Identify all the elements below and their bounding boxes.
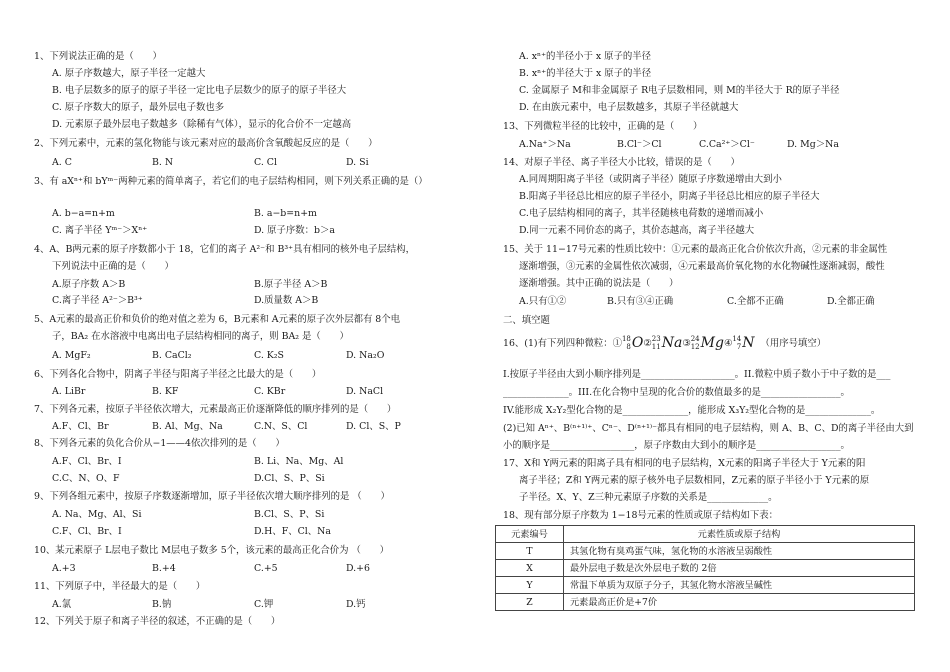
q16-intro: 16、(1)有下列四种微粒：①: [503, 337, 622, 349]
q5-option-d: D. Na₂O: [346, 350, 385, 361]
q9-option-a: A. Na、Mg、Al、Si: [52, 509, 142, 520]
q16-line-5: 小的顺序是__________________，原子序数由大到小的顺序是__________________。: [503, 440, 850, 451]
q5-stem-line2: 子，BA₂ 在水溶液中电离出电子层结构相同的离子，则 BA₂ 是（ ）: [52, 331, 349, 342]
nuclide-na: [652, 335, 683, 351]
q4-options-row1: [52, 278, 327, 291]
q11-option-d: D.钙: [346, 599, 366, 610]
q7-option-d: D. Cl、S、P: [346, 421, 401, 432]
q11-option-b: B.钠: [152, 599, 172, 610]
q17-line-2: 离子半径；Z和 Y两元素的原子核外电子层数相同，Z元素的原子半径小于 Y元素的原: [519, 475, 870, 486]
q8-options-row1: [52, 455, 343, 468]
q2-option-d: D. Si: [346, 157, 369, 168]
q6-option-c: C. KBr: [254, 386, 286, 397]
q14-option-c: C.电子层结构相同的离子，其半径随核电荷数的递增而减小: [519, 208, 764, 219]
q10-stem: 10、某元素原子 L层电子数比 M层电子数多 5个，该元素的最高正化合价为 （ ）: [34, 545, 390, 556]
q14-option-a: A.同周期阳离子半径（或阴离子半径）随原子序数递增由大到小: [519, 174, 782, 185]
section-heading: 二、填空题: [503, 315, 550, 326]
nuclide-o-symbol: O: [631, 334, 644, 351]
q12-option-d: D. 在由族元素中，电子层数越多，其原子半径就越大: [519, 102, 739, 113]
q3-option-d: D. 原子序数：b＞a: [254, 225, 335, 236]
q17-line-3: 子半径。X、Y、Z三种元素原子序数的关系是_____________。: [519, 492, 778, 503]
q10-option-b: B.+4: [152, 563, 176, 574]
q3-option-c: C. 离子半径 Yᵐ⁻＞Xⁿ⁺: [52, 225, 148, 236]
q9-option-b: B.Cl、S、P、Si: [254, 509, 325, 520]
q16-circle-4: ④: [723, 337, 733, 349]
q2-stem: 2、下列元素中，元素的氢化物能与该元素对应的最高价含氧酸起反应的是（ ）: [34, 138, 378, 149]
q6-option-b: B. KF: [152, 386, 179, 397]
q11-option-c: C.钾: [254, 599, 274, 610]
q9-stem: 9、下列各组元素中，按原子序数逐渐增加，原子半径依次增大顺序排列的是 （ ）: [34, 491, 390, 502]
q16-line-3: IV.能形成 X₂Y₂型化合物的是______________，能形成 X₃Y₂型化合物的是______________。: [503, 405, 881, 416]
q14-option-d: D.同一元素不同价态的离子，其价态越高，离子半径越大: [519, 225, 755, 236]
q11-option-a: A.氯: [52, 599, 72, 610]
table-cell-id: Y: [496, 577, 564, 594]
q9-options-row1: [52, 508, 324, 521]
q8-option-b: B. Li、Na、Mg、Al: [254, 456, 344, 467]
q13-options: [519, 138, 839, 151]
q3-options-row2: [52, 224, 335, 237]
nuclide-mg-mass: 24: [690, 335, 700, 343]
q12-option-b: B. xⁿ⁺的半径大于 x 原子的半径: [519, 68, 652, 79]
q12-option-c: C. 金属原子 M和非金属原子 R电子层数相同，则 M的半径大于 R的原子半径: [519, 85, 840, 96]
q4-option-a: A.原子序数 A＞B: [52, 279, 126, 290]
q1-option-a: A. 原子序数越大，原子半径一定越大: [52, 68, 206, 79]
q8-option-d: D.Cl、S、P、Si: [254, 473, 325, 484]
table-row: [496, 594, 915, 611]
q18-table: [495, 525, 915, 611]
nuclide-mg-z: 12: [690, 343, 700, 351]
q16-hint: （用序号填空）: [760, 337, 827, 349]
q6-stem: 6、下列各化合物中，阴离子半径与阳离子半径之比最大的是（ ）: [34, 369, 322, 380]
q7-option-a: A.F、Cl、Br: [52, 421, 109, 432]
q14-stem: 14、对原子半径、离子半径大小比较，错误的是（ ）: [503, 157, 740, 168]
table-header-row: [496, 526, 915, 543]
q1-option-c: C. 原子序数大的原子，最外层电子数也多: [52, 102, 225, 113]
q10-option-d: D.+6: [346, 563, 370, 574]
q16-circle-3: ③: [682, 337, 691, 349]
q6-option-a: A. LiBr: [52, 386, 86, 397]
q9-option-c: C.F、Cl、Br、I: [52, 526, 122, 537]
nuclide-n-mass: 14: [732, 335, 742, 343]
nuclide-na-symbol: Na: [661, 334, 683, 351]
q15-options: [519, 295, 875, 308]
q4-option-d: D.质量数 A＞B: [254, 295, 319, 306]
q13-option-d: D. Mg＞Na: [787, 139, 839, 150]
q16-intro-line: [503, 332, 826, 354]
q13-option-a: A.Na⁺＞Na: [519, 139, 571, 150]
q9-options-row2: [52, 525, 331, 538]
nuclide-n-symbol: N: [742, 334, 755, 351]
q3-stem: 3、有 aXⁿ⁺和 bYᵐ⁻两种元素的简单离子，若它们的电子层结构相同，则下列关系正确的是（）: [34, 176, 428, 187]
q5-option-b: B. CaCl₂: [152, 350, 192, 361]
q4-option-c: C.离子半径 A²⁻＞B³⁺: [52, 295, 143, 306]
q4-options-row2: [52, 294, 318, 307]
q7-options: [52, 420, 401, 433]
table-cell-desc: 最外层电子数是次外层电子数的 2倍: [564, 560, 915, 577]
table-row: [496, 560, 915, 577]
table-cell-id: T: [496, 543, 564, 560]
q8-stem: 8、下列各元素的负化合价从−1——4依次排列的是（ ）: [34, 438, 285, 449]
table-header-cell: 元素编号: [496, 526, 564, 543]
nuclide-n-z: 7: [736, 343, 742, 351]
q17-line-1: 17、X和 Y两元素的阳离子具有相同的电子层结构，X元素的阳离子半径大于 Y元素的阳: [503, 458, 866, 469]
q15-stem-line1: 15、关于 11−17号元素的性质比较中：①元素的最高正化合价依次升高，②元素的非金属性: [503, 244, 888, 255]
table-row: [496, 577, 915, 594]
q11-options: [52, 598, 366, 611]
q1-option-b: B. 电子层数多的原子的原子半径一定比电子层数少的原子的原子半径大: [52, 85, 347, 96]
q10-option-c: C.+5: [254, 563, 278, 574]
q5-option-c: C. K₂S: [254, 350, 284, 361]
q18-stem: 18、现有部分原子序数为 1−18号元素的性质或原子结构如下表：: [503, 510, 779, 521]
nuclide-n: [732, 335, 754, 351]
nuclide-mg: [691, 335, 724, 351]
table-row: [496, 543, 915, 560]
q8-option-a: A.F、Cl、Br、I: [52, 456, 122, 467]
q1-option-d: D. 元素原子最外层电子数越多（除稀有气体），显示的化合价不一定越高: [52, 119, 352, 130]
q13-option-b: B.Cl⁻＞Cl: [617, 139, 662, 150]
q16-line-4: (2)已知 Aⁿ⁺、B⁽ⁿ⁺¹⁾⁺、Cⁿ⁻、D⁽ⁿ⁺¹⁾⁻都具有相同的电子层结构，则 A、B、C、D的离子半径由大到: [503, 423, 914, 434]
q10-options: [52, 562, 370, 575]
q6-option-d: D. NaCl: [346, 386, 384, 397]
q14-option-b: B.阳离子半径总比相应的原子半径小，阴离子半径总比相应的原子半径大: [519, 191, 820, 202]
q16-line-2: ______________。III.在化合物中呈现的化合价的数值最多的是_________________。: [503, 387, 850, 398]
q10-option-a: A.+3: [52, 563, 76, 574]
q6-options: [52, 385, 383, 398]
q13-stem: 13、下列微粒半径的比较中，正确的是（ ）: [503, 121, 703, 132]
q15-stem-line3: 逐渐增强。其中正确的说法是（ ）: [519, 278, 679, 289]
nuclide-na-z: 11: [651, 343, 661, 351]
nuclide-o: [622, 335, 643, 351]
q15-option-c: C.全都不正确: [727, 296, 784, 307]
table-cell-desc: 元素最高正价是+7价: [564, 594, 915, 611]
q8-option-c: C.C、N、O、F: [52, 473, 120, 484]
table-cell-id: X: [496, 560, 564, 577]
table-cell-desc: 其氢化物有臭鸡蛋气味，氢化物的水溶液呈弱酸性: [564, 543, 915, 560]
q4-stem-line1: 4、A、B两元素的原子序数都小于 18，它们的离子 A²⁻和 B³⁺具有相同的核外电子层结构，: [34, 244, 415, 255]
q15-stem-line2: 逐渐增强，③元素的金属性依次减弱，④元素最高价氧化物的水化物碱性逐渐减弱，酸性: [519, 261, 885, 272]
q11-stem: 11、下列原子中，半径最大的是（ ）: [34, 581, 206, 592]
q15-option-d: D.全都正确: [827, 296, 875, 307]
q9-option-d: D.H、F、Cl、Na: [254, 526, 331, 537]
q12-stem: 12、下列关于原子和离子半径的叙述，不正确的是（ ）: [34, 616, 281, 627]
q3-options-row1: [52, 207, 317, 220]
q7-option-b: B. Al、Mg、Na: [152, 421, 223, 432]
q16-circle-2: ②: [643, 337, 652, 349]
q4-stem-line2: 下列说法中正确的是（ ）: [52, 261, 174, 272]
q12-option-a: A. xⁿ⁺的半径小于 x 原子的半径: [519, 51, 652, 62]
table-cell-desc: 常温下单质为双原子分子，其氢化物水溶液呈碱性: [564, 577, 915, 594]
q16-line-1: I.按原子半径由大到小顺序排列是____________________。II.微粒中质子数小于中子数的是___: [503, 369, 891, 380]
q13-option-c: C.Ca²⁺＞Cl⁻: [699, 139, 755, 150]
q15-option-b: B.只有③④正确: [607, 296, 674, 307]
q15-option-a: A.只有①②: [519, 296, 567, 307]
q7-option-c: C.N、S、Cl: [254, 421, 308, 432]
q5-options: [52, 349, 384, 362]
q1-stem: 1、下列说法正确的是（ ）: [34, 51, 162, 62]
q3-option-b: B. a−b=n+m: [254, 208, 317, 219]
q5-stem-line1: 5、A元素的最高正价和负价的绝对值之差为 6，B元素和 A元素的原子次外层都有 8个电: [34, 314, 401, 325]
q2-option-c: C. Cl: [254, 157, 277, 168]
table-cell-id: Z: [496, 594, 564, 611]
q5-option-a: A. MgF₂: [52, 350, 91, 361]
nuclide-na-mass: 23: [651, 335, 661, 343]
q2-options: [52, 156, 369, 169]
q2-option-a: A. C: [52, 157, 72, 168]
q2-option-b: B. N: [152, 157, 174, 168]
nuclide-mg-symbol: Mg: [700, 334, 724, 351]
q3-option-a: A. b−a=n+m: [52, 208, 115, 219]
nuclide-o-z: 8: [626, 343, 631, 351]
q7-stem: 7、下列各元素，按原子半径依次增大，元素最高正价逐渐降低的顺序排列的是（ ）: [34, 404, 397, 415]
table-header-cell: 元素性质或原子结构: [564, 526, 915, 543]
q4-option-b: B.原子半径 A＞B: [254, 279, 328, 290]
nuclide-o-mass: 18: [621, 335, 631, 343]
q8-options-row2: [52, 472, 325, 485]
